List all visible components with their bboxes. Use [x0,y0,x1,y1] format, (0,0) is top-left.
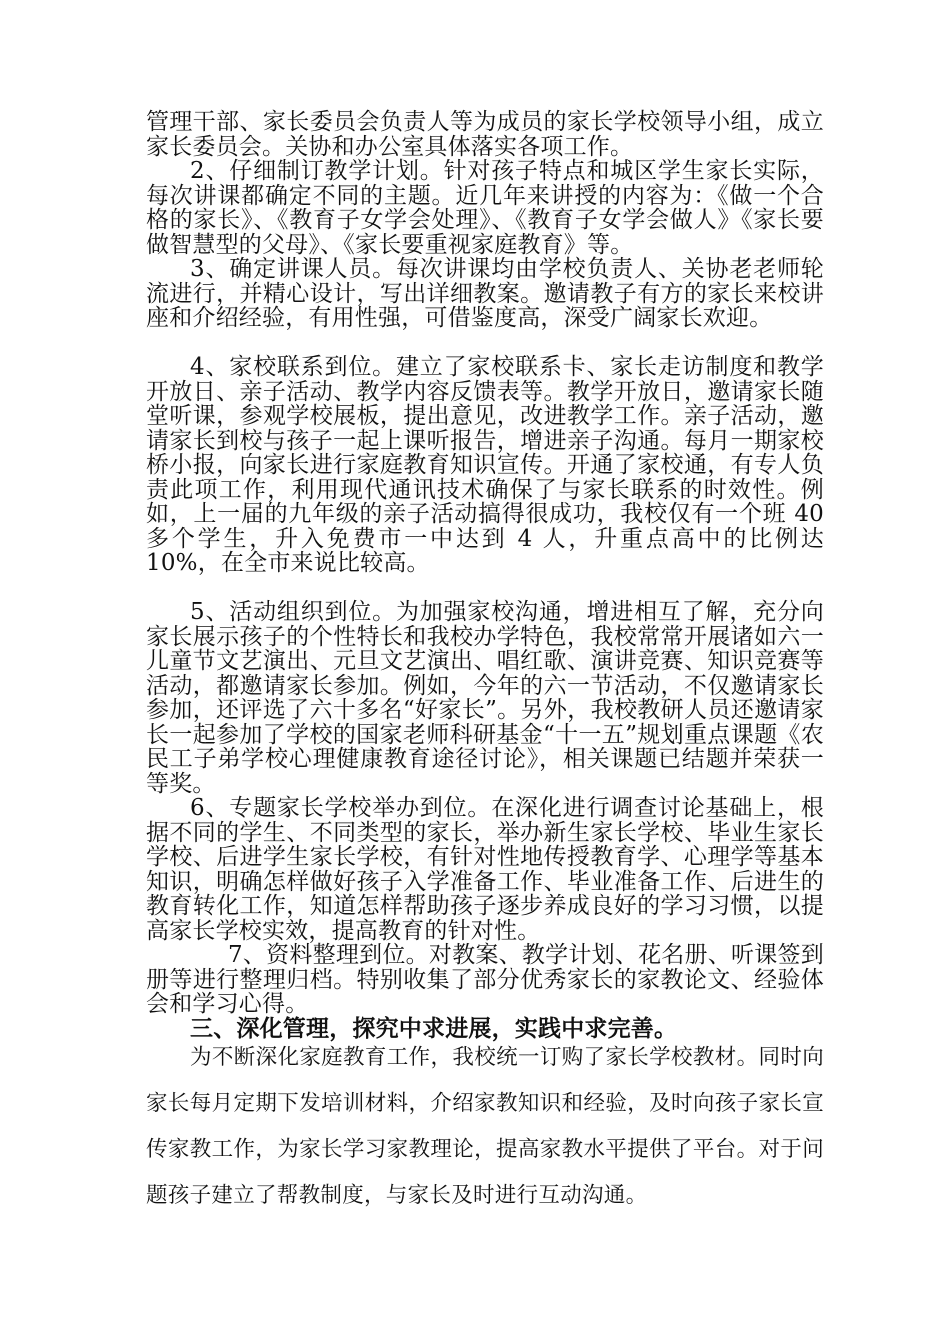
paragraph-activities: 5、活动组织到位。为加强家校沟通，增进相互了解，充分向家长展示孩子的个性特长和我校办学特色，我校常常开展诸如六一儿童节文艺演出、元旦文艺演出、唱红歌、演讲竞赛、知识竞赛等活动，都邀请家长参加。例如，今年的六一节活动，不仅邀请家长参加，还评选了六十多名“好家长”。另外，我校教研人员还邀请家长一起参加了学校的国家老师科研基金“十一五”规划重点课题《农民工子弟学校心理健康教育途径讨论》，相关课题已结题并荣获一等奖。 [146,599,824,797]
paragraph-leadership: 管理干部、家长委员会负责人等为成员的家长学校领导小组，成立家长委员会。关协和办公室具体落实各项工作。 [146,109,824,160]
paragraph-lecturers: 3、确定讲课人员。每次讲课均由学校负责人、关协老老师轮流进行，并精心设计，写出详细教案。邀请教子有方的家长来校讲座和介绍经验，有用性强，可借鉴度高，深受广阔家长欢迎。 [146,256,824,331]
paragraph-records: 7、资料整理到位。对教案、教学计划、花名册、听课签到册等进行整理归档。特别收集了部分优秀家长的家教论文、经验体会和学习心得。 [146,942,824,1017]
paragraph-teaching-plan: 2、仔细制订教学计划。针对孩子特点和城区学生家长实际，每次讲课都确定不同的主题。近几年来讲授的内容为：《做一个合格的家长》、《教育子女学会处理》、《教育子女学会做人》《家长要做智慧型的父母》、《家长要重视家庭教育》等。 [146,158,824,258]
paragraph-special-schools: 6、专题家长学校举办到位。在深化进行调查讨论基础上，根据不同的学生、不同类型的家长，举办新生家长学校、毕业生家长学校、后进学生家长学校，有针对性地传授教育学、心理学等基本知识，明确怎样做好孩子入学准备工作、毕业准备工作、后进生的教育转化工作，知道怎样帮助孩子逐步养成良好的学习习惯，以提高家长学校实效，提高教育的针对性。 [146,795,824,944]
section-heading: 三、深化管理，探究中求进展，实践中求完善。 [190,1016,678,1042]
closing-paragraph: 为不断深化家庭教育工作，我校统一订购了家长学校教材。同时向家长每月定期下发培训材料，介绍家教知识和经验，及时向孩子家长宣传家教工作，为家长学习家教理论，提高家教水平提供了平台。对于问题孩子建立了帮教制度，与家长及时进行互动沟通。 [146,1045,824,1208]
paragraph-home-school-contact: 4、家校联系到位。建立了家校联系卡、家长走访制度和教学开放日、亲子活动、教学内容反馈表等。教学开放日，邀请家长随堂听课，参观学校展板，提出意见，改进教学工作。亲子活动，邀请家长到校与孩子一起上课听报告，增进亲子沟通。每月一期家校桥小报，向家长进行家庭教育知识宣传。开通了家校通，有专人负责此项工作，利用现代通讯技术确保了与家长联系的时效性。例如，上一届的九年级的亲子活动搞得很成功，我校仅有一个班 40 多个学生，升入免费市一中达到 4 人，升重点高中的比例达 10%，在全市来说比较高。 [146,354,824,576]
